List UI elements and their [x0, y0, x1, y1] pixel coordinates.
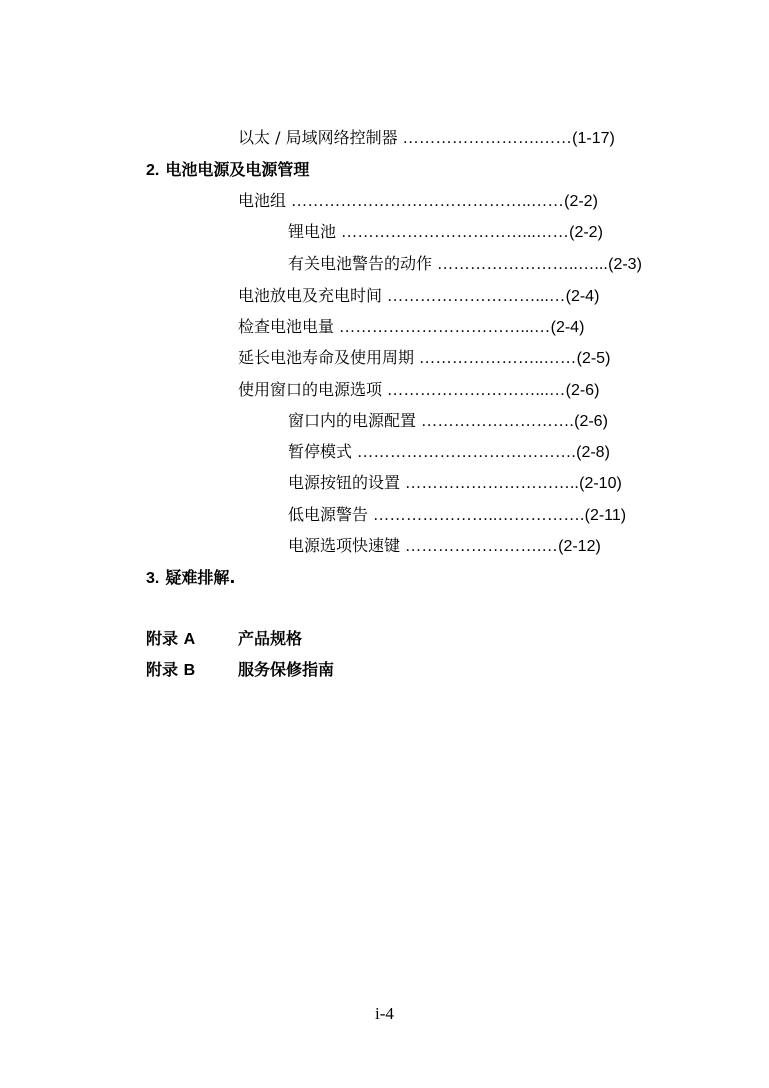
toc-item-page: (1-17) — [572, 130, 615, 147]
toc-item-page: (2-8) — [576, 444, 610, 461]
toc-item-power-button — [288, 471, 622, 495]
toc-item-dots: ……………………..…... — [437, 256, 609, 273]
toc-item-dots: ……………………………...… — [339, 319, 551, 336]
toc-item-dots: …………………….… — [405, 538, 559, 555]
toc-item-ethernet — [238, 126, 615, 150]
toc-section-2 — [146, 158, 309, 182]
toc-item-page: (2-3) — [608, 256, 642, 273]
toc-item-dots: ………………………. — [421, 413, 575, 430]
toc-item-page: (2-4) — [550, 319, 585, 336]
toc-item-title: 低电源警告 — [288, 505, 369, 524]
toc-item-dots: …………………..……………. — [373, 507, 585, 524]
toc-item-dots: ……………………………………..…… — [291, 193, 565, 210]
toc-item-low-power-warning — [288, 503, 626, 527]
appendix-prefix: 附录 — [146, 629, 179, 648]
toc-item-extend-life — [238, 346, 610, 370]
toc-item-dots: …………………..…… — [419, 350, 577, 367]
section-number: 3. — [146, 570, 160, 587]
toc-item-dots: ………………………...… — [387, 288, 566, 305]
toc-item-page: (2-12) — [558, 538, 601, 555]
toc-item-page: (2-2) — [564, 193, 598, 210]
toc-item-page: (2-11) — [584, 507, 627, 524]
toc-item-page: (2-5) — [576, 350, 611, 367]
toc-item-page: (2-6) — [574, 413, 608, 430]
toc-item-windows-power-options — [238, 378, 599, 402]
toc-item-power-hotkey — [288, 534, 601, 558]
toc-item-title: 检查电池电量 — [238, 317, 335, 336]
toc-item-title: 有关电池警告的动作 — [288, 254, 433, 273]
toc-item-lithium — [288, 220, 603, 244]
appendix-b-label — [146, 658, 195, 682]
appendix-letter: B — [183, 662, 196, 679]
toc-item-title: 窗口内的电源配置 — [288, 411, 417, 430]
toc-item-title: 以太 / 局域网络控制器 — [238, 128, 398, 147]
appendix-a-title: 产品规格 — [238, 629, 303, 648]
toc-item-title: 电源选项快速键 — [288, 536, 401, 555]
section-title: 电池电源及电源管理 — [165, 160, 310, 179]
toc-section-3 — [146, 566, 235, 590]
toc-item-page: (2-4) — [565, 288, 600, 305]
toc-item-power-config — [288, 409, 608, 433]
toc-item-dots: …………………….…… — [402, 130, 573, 147]
appendix-letter: A — [183, 631, 196, 648]
section-title: 疑难排解. — [165, 568, 236, 587]
toc-item-dots: ……………………………...…… — [341, 224, 570, 241]
toc-item-title: 锂电池 — [288, 222, 337, 241]
appendix-b-title: 服务保修指南 — [238, 660, 335, 679]
toc-item-dots: …………………………………. — [357, 444, 577, 461]
page-number: i-4 — [375, 1004, 394, 1023]
toc-item-title: 使用窗口的电源选项 — [238, 380, 383, 399]
appendix-a-label — [146, 627, 195, 651]
toc-item-battery-warning-action — [288, 252, 642, 276]
toc-item-title: 延长电池寿命及使用周期 — [238, 348, 415, 367]
toc-item-title: 电池组 — [238, 191, 287, 210]
toc-item-title: 暂停模式 — [288, 442, 353, 461]
toc-item-dots: ………………………….. — [405, 475, 580, 492]
toc-item-page: (2-6) — [565, 382, 600, 399]
toc-item-title: 电池放电及充电时间 — [238, 286, 383, 305]
toc-item-battery-pack — [238, 189, 598, 213]
section-number: 2. — [146, 162, 160, 179]
toc-item-discharge-charge — [238, 284, 599, 308]
toc-item-check-capacity — [238, 315, 584, 339]
toc-item-standby — [288, 440, 610, 464]
toc-item-dots: ………………………...… — [387, 382, 566, 399]
toc-item-page: (2-10) — [579, 475, 622, 492]
appendix-prefix: 附录 — [146, 660, 179, 679]
toc-item-title: 电源按钮的设置 — [288, 473, 401, 492]
toc-item-page: (2-2) — [569, 224, 603, 241]
